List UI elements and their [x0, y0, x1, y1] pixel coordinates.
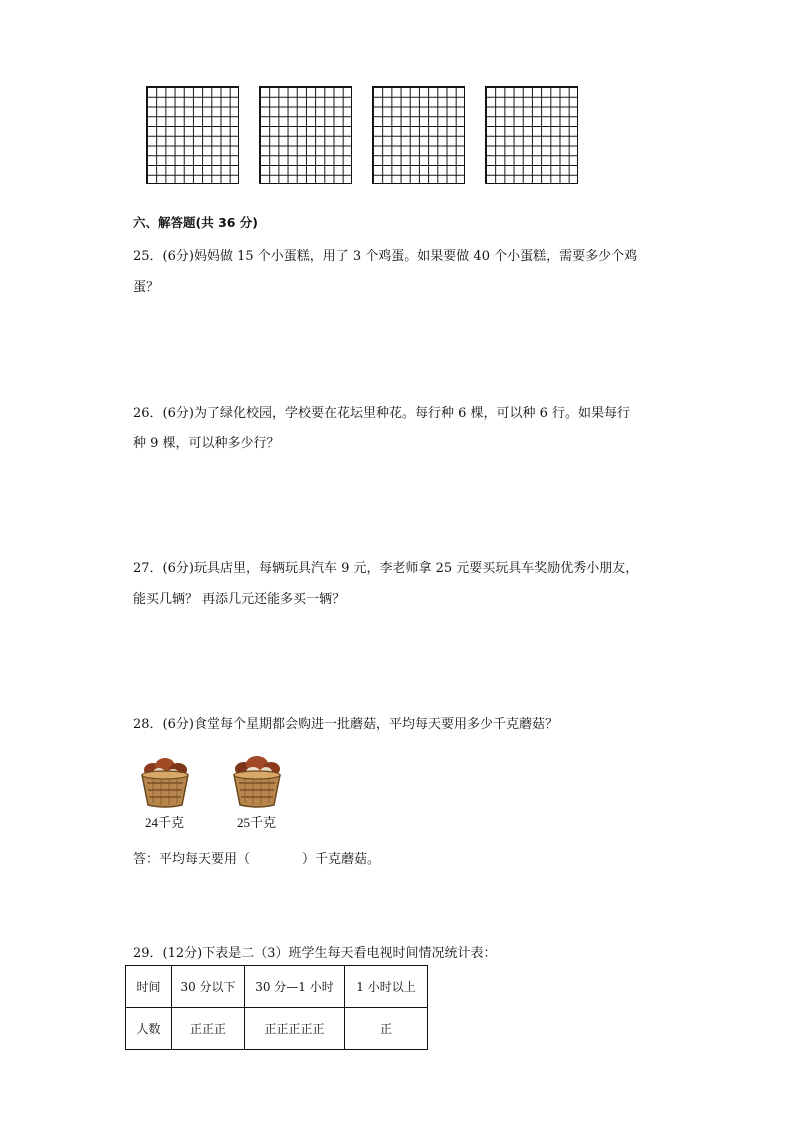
table-cell: 正	[345, 1008, 428, 1050]
table-cell: 人数	[126, 1008, 172, 1050]
q26-line-2: 种 9 棵，可以种多少行？	[133, 436, 280, 451]
answer-grid-1	[146, 86, 239, 184]
answer-grid-2	[259, 86, 352, 184]
table-cell: 正正正	[172, 1008, 245, 1050]
basket-2-label: 25千克	[237, 815, 277, 830]
q28-answer: 答：平均每天要用（ ）千克蘑菇。	[133, 852, 381, 867]
q26-line-1: 26．(6分)为了绿化校园，学校要在花坛里种花。每行种 6 棵，可以种 6 行。如果每行	[133, 406, 631, 421]
table-header-row	[126, 966, 428, 1008]
table-row	[126, 1008, 428, 1050]
table-header-cell: 30 分以下	[172, 966, 245, 1008]
q29-line-1: 29．(12分)下表是二（3）班学生每天看电视时间情况统计表：	[133, 946, 497, 961]
answer-grid-3	[372, 86, 465, 184]
table-cell: 正正正正正	[245, 1008, 345, 1050]
tv-time-table	[125, 965, 428, 1050]
table-header-cell: 30 分—1 小时	[245, 966, 345, 1008]
table-header-cell: 时间	[126, 966, 172, 1008]
q28-line-1: 28．(6分)食堂每个星期都会购进一批蘑菇，平均每天要用多少千克蘑菇？	[133, 717, 558, 732]
q27-line-1: 27．(6分)玩具店里，每辆玩具汽车 9 元，李老师拿 25 元要买玩具车奖励优秀小朋友，	[133, 561, 639, 576]
q27-line-2: 能买几辆？ 再添几元还能多买一辆？	[133, 592, 346, 607]
mushroom-basket-icon	[137, 753, 193, 809]
q25-line-1: 25．(6分)妈妈做 15 个小蛋糕，用了 3 个鸡蛋。如果要做 40 个小蛋糕，需要多少个鸡	[133, 249, 638, 264]
basket-1-label: 24千克	[145, 815, 185, 830]
table-header-cell: 1 小时以上	[345, 966, 428, 1008]
q25-line-2: 蛋？	[133, 280, 160, 295]
answer-grid-4	[485, 86, 578, 184]
mushroom-basket-icon	[229, 753, 285, 809]
section-title: 六、解答题(共 36 分)	[133, 215, 259, 230]
